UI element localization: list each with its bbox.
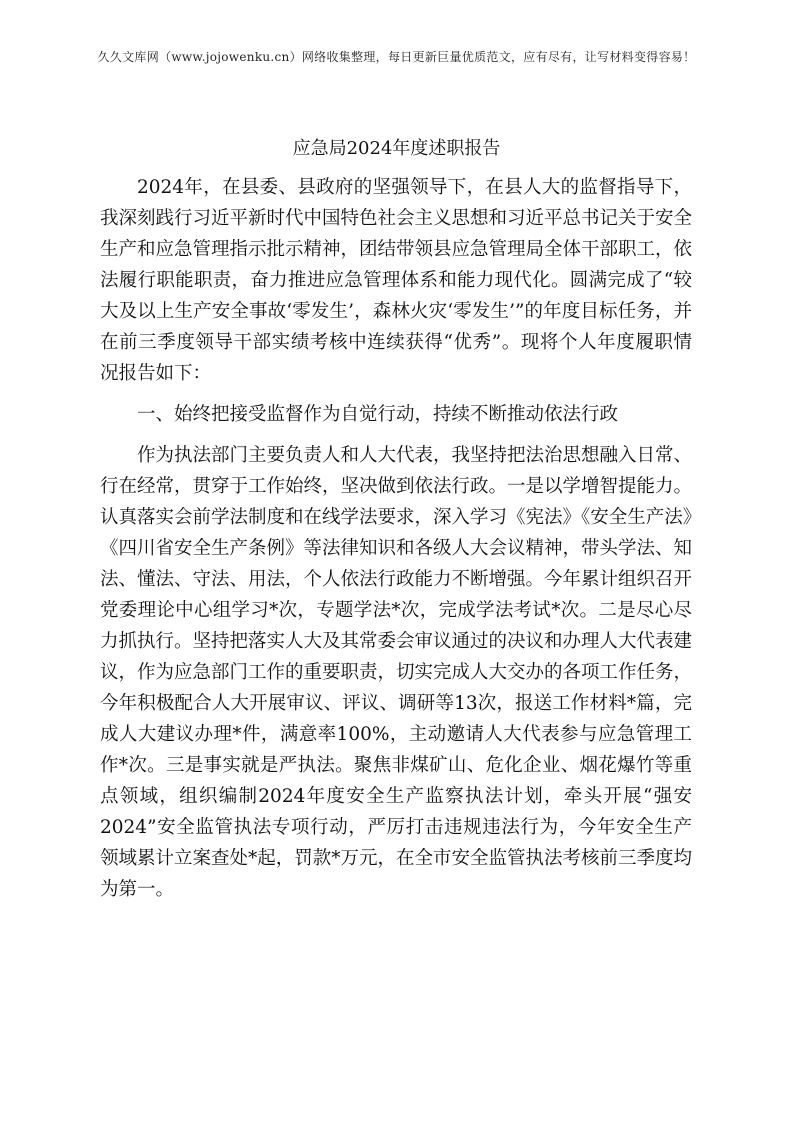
document-body: [100, 172, 692, 905]
section-heading: 一、始终把接受监督作为自觉行动，持续不断推动依法行政: [137, 404, 619, 425]
intro-paragraph: 2024年，在县委、县政府的坚强领导下，在县人大的监督指导下，我深刻践行习近平新时代中国特色社会主义思想和习近平总书记关于安全生产和应急管理指示批示精神，团结带领县应急管理局全体干部职工，依法履行职能职责，奋力推进应急管理体系和能力现代化。圆满完成了“较大及以上生产安全事故‘零发生’，森林火灾‘零发生’”的年度目标任务，并在前三季度领导干部实绩考核中连续获得“优秀”。现将个人年度履职情况报告如下：: [100, 177, 693, 384]
document-title: 应急局2024年度述职报告: [292, 138, 501, 159]
body-paragraph: 作为执法部门主要负责人和人大代表，我坚持把法治思想融入日常、行在经常，贯穿于工作始终，坚决做到依法行政。一是以学增智提能力。认真落实会前学法制度和在线学法要求，深入学习《宪法》《安全生产法》《四川省安全生产条例》等法律知识和各级人大会议精神，带头学法、知法、懂法、守法、用法，个人依法行政能力不断增强。今年累计组织召开党委理论中心组学习*次，专题学法*次，完成学法考试*次。二是尽心尽力抓执行。坚持把落实人大及其常委会审议通过的决议和办理人大代表建议，作为应急部门工作的重要职责，切实完成人大交办的各项工作任务，今年积极配合人大开展审议、评议、调研等13次，报送工作材料*篇，完成人大建议办理*件，满意率100%，主动邀请人大代表参与应急管理工作*次。三是事实就是严执法。聚焦非煤矿山、危化企业、烟花爆竹等重点领域，组织编制2024年度安全生产监察执法计划，牵头开展“强安2024”安全监管执法专项行动，严厉打击违规违法行为，今年安全生产领域累计立案查处*起，罚款*万元，在全市安全监管执法考核前三季度均为第一。: [100, 445, 693, 900]
page-header-note: 久久文库网（www.jojowenku.cn）网络收集整理，每日更新巨量优质范文，应有尽有，让写材料变得容易！: [97, 50, 696, 64]
